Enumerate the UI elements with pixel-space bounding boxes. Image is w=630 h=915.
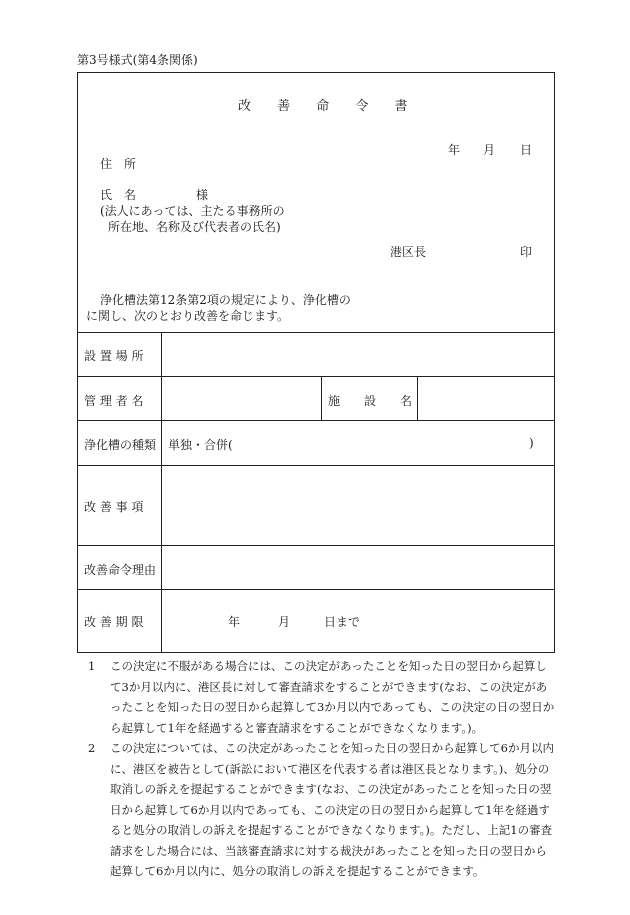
row-divider [77,332,555,333]
name-label: 氏 名 [100,188,137,202]
reason-label: 改善命令理由 [84,563,157,577]
tank-type-close: ) [529,436,534,450]
column-divider [417,376,418,420]
improvement-label: 改 善 事 項 [84,500,144,514]
deadline-day: 日まで [324,615,361,629]
corp-note-line1: (法人にあっては、主たる事務所の [100,204,285,218]
row-divider [77,589,555,590]
notes [76,656,556,882]
deadline-label: 改 善 期 限 [84,615,144,629]
deadline-year: 年 [228,615,241,629]
corp-note-line2: 所在地、名称及び代表者の氏名) [108,220,281,234]
location-label: 設 置 場 所 [84,349,144,363]
tank-type-label: 浄化槽の種類 [84,438,157,452]
note-number: 1 [88,659,96,673]
row-divider [77,465,555,466]
seal-mark: 印 [520,245,533,259]
form-label: 第3号様式(第4条関係) [77,53,198,67]
issuer: 港区長 [390,245,427,259]
column-divider [321,376,322,420]
row-divider [77,420,555,421]
body-line2: に関し、次のとおり改善を命じます。 [86,309,290,323]
note-text: この決定に不服がある場合には、この決定があったことを知った日の翌日から起算して3か月以内に、港区長に対して審査請求をすることができます(なお、この決定があったことを知った日の翌日から起算して3か月以内であっても、この決定の日の翌日から起算して1年を経過すると審査請求をすることができなくなります。)。 [110,659,555,735]
note-text: この決定については、この決定があったことを知った日の翌日から起算して6か月以内に、港区を被告として(訴訟において港区を代表する者は港区長となります。)、処分の取消しの訴えを提起することができます(なお、この決定があったことを知った日の翌日から起算して6か月以内であっても、この決定の日の翌日から起算して1年を経過すると処分の取消しの訴えを提起することができなくなります。)。ただし、上記1の審査請求をした場合には、当該審査請求に対する裁決があったことを知った日の翌日から起算して6か月以内に、処分の取消しの訴えを提起することができます。 [110,741,554,878]
deadline-month: 月 [278,615,291,629]
column-divider [161,332,162,653]
tank-type-value: 単独・合併( [168,438,233,452]
manager-label: 管 理 者 名 [84,394,144,408]
note-item [76,656,556,738]
note-number: 2 [88,741,96,755]
note-item [76,738,556,882]
row-divider [77,376,555,377]
body-line1: 浄化槽法第12条第2項の規定により、浄化槽の [100,293,351,307]
date-year-label: 年 [448,143,461,157]
date-month-label: 月 [483,143,496,157]
document-title: 改 善 命 令 書 [238,99,409,114]
row-divider [77,545,555,546]
facility-label: 施 設 名 [328,394,413,408]
date-day-label: 日 [520,143,533,157]
honorific: 様 [196,188,209,202]
address-label: 住 所 [100,157,137,171]
